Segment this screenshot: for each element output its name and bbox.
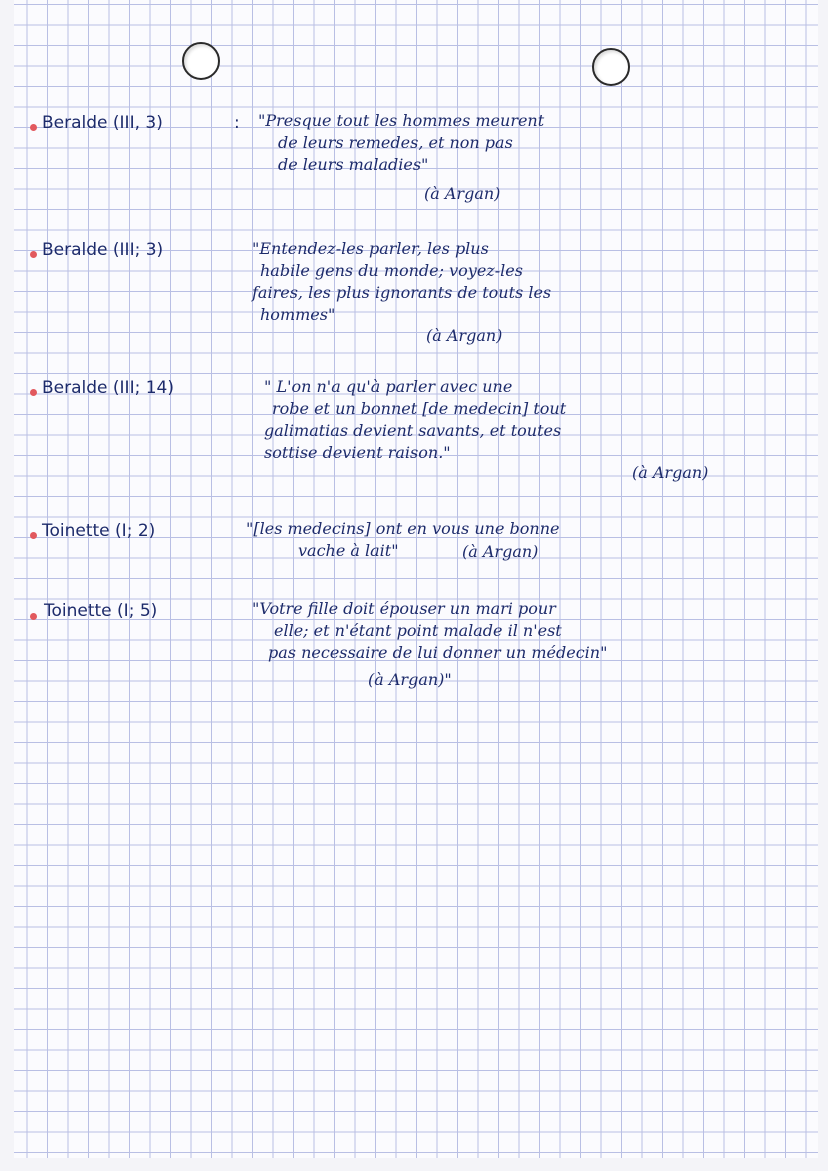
- note-quote: [252, 238, 551, 326]
- note-attribution: (à Argan): [462, 542, 539, 561]
- quote-line: hommes": [260, 305, 336, 324]
- page-right-edge: [818, 0, 828, 1171]
- page-left-edge: [0, 0, 14, 1171]
- note-quote: [264, 376, 566, 464]
- punch-hole-left: [182, 42, 220, 80]
- quote-line: pas necessaire de lui donner un médecin": [268, 643, 608, 662]
- punch-hole-right: [592, 48, 630, 86]
- bullet-dot: [30, 613, 37, 620]
- note-attribution: (à Argan): [632, 463, 709, 482]
- quote-line: "Votre fille doit épouser un mari pour: [252, 599, 556, 618]
- bullet-dot: [30, 251, 37, 258]
- quote-line: robe et un bonnet [de medecin] tout: [272, 399, 567, 418]
- quote-line: elle; et n'étant point malade il n'est: [274, 621, 562, 640]
- note-speaker: Beralde (III, 3): [42, 113, 163, 133]
- note-attribution: (à Argan): [424, 184, 501, 203]
- quote-line: de leurs remedes, et non pas: [278, 133, 513, 152]
- note-separator: :: [234, 113, 240, 133]
- note-attribution: (à Argan): [426, 326, 503, 345]
- quote-line: "Presque tout les hommes meurent: [258, 111, 545, 130]
- note-attribution: (à Argan)": [368, 670, 452, 689]
- note-speaker: Beralde (III; 3): [42, 240, 164, 260]
- page-bottom-edge: [0, 1158, 828, 1171]
- note-quote: [258, 110, 544, 176]
- quote-line: faires, les plus ignorants de touts les: [252, 283, 552, 302]
- quote-line: "Entendez-les parler, les plus: [252, 239, 489, 258]
- note-speaker: Beralde (III; 14): [42, 378, 174, 398]
- bullet-dot: [30, 532, 37, 539]
- quote-line: habile gens du monde; voyez-les: [260, 261, 523, 280]
- note-speaker: Toinette (I; 2): [42, 521, 156, 541]
- quote-line: "[les medecins] ont en vous une bonne: [246, 519, 560, 538]
- quote-line: " L'on n'a qu'à parler avec une: [264, 377, 513, 396]
- quote-line: vache à lait": [298, 541, 399, 560]
- quote-line: galimatias devient savants, et toutes: [264, 421, 562, 440]
- quote-line: sottise devient raison.": [264, 443, 451, 462]
- quote-line: de leurs maladies": [278, 155, 429, 174]
- note-speaker: Toinette (I; 5): [44, 601, 158, 621]
- bullet-dot: [30, 389, 37, 396]
- bullet-dot: [30, 124, 37, 131]
- note-quote: [252, 598, 607, 664]
